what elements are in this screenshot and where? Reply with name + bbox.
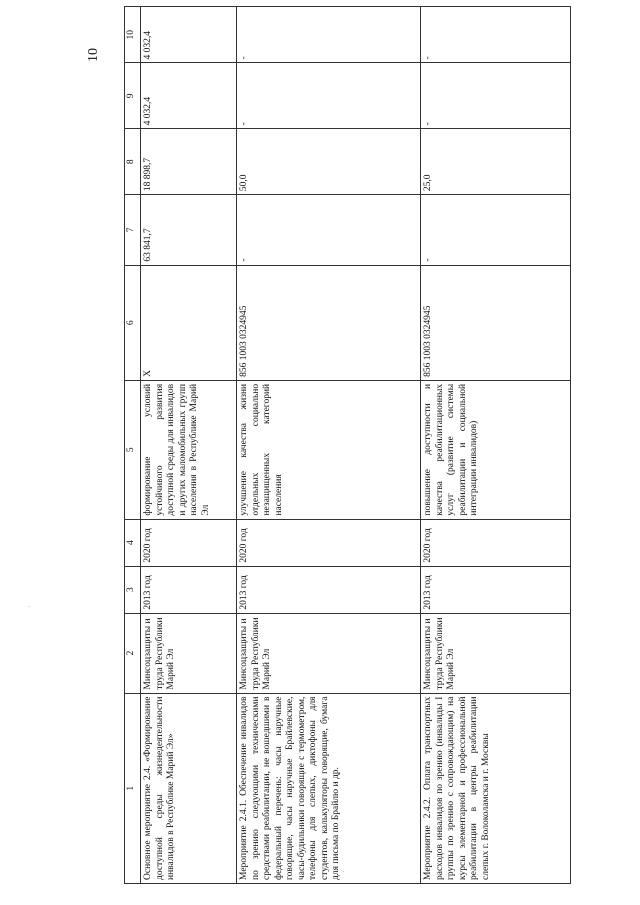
activity-name: Мероприятие 2.4.2. Оплата транспортных расходов инвалидов по зрению (инвалиды I группы по зрению с сопровождающим) на курсы элементарной и профессиональной реабилитации в центры реабилитации слепых г. Волоколамска и г. Москвы: [421, 693, 571, 883]
table-row: [141, 7, 237, 884]
header-cell-6: 6: [125, 265, 141, 380]
executor: Минсоцзащиты и труда Республики Марий Эл: [421, 613, 571, 693]
start-year: 2013 год: [237, 566, 421, 613]
header-cell-5: 5: [125, 380, 141, 519]
budget-code: 856 1003 0324945: [421, 265, 571, 380]
table-row: [421, 7, 571, 884]
header-cell-7: 7: [125, 195, 141, 266]
header-cell-4: 4: [125, 519, 141, 566]
header-cell-2: 2: [125, 613, 141, 693]
expected-result: формирование условий устойчивого развития доступной среды для инвалидов и других маломобильных групп населения в Республике Марий Эл: [141, 380, 237, 519]
value-col-7: 63 841,7: [141, 195, 237, 266]
header-cell-10: 10: [125, 7, 141, 63]
value-col-8: 25,0: [421, 129, 571, 195]
executor: Минсоцзащиты и труда Республики Марий Эл: [141, 613, 237, 693]
value-col-7: -: [421, 195, 571, 266]
activity-name: Мероприятие 2.4.1. Обеспечение инвалидов по зрению следующими техническими средствами реабилитации, не вошедшими в федеральный перечень: часы наручные говорящие, часы наручные Брайлевские, часы-будильники говорящие с термометром, телефоны для слепых, диктофоны для студентов, калькуляторы говорящие, бумага для письма по Брайлю и др.: [237, 693, 421, 883]
end-year: 2020 год: [421, 519, 571, 566]
header-cell-1: 1: [125, 693, 141, 883]
start-year: 2013 год: [141, 566, 237, 613]
header-cell-8: 8: [125, 129, 141, 195]
budget-code: X: [141, 265, 237, 380]
expected-result: улучшение качества жизни отдельных социально незащищенных категорий населения: [237, 380, 421, 519]
page-number: 10: [86, 48, 101, 62]
budget-code: 856 1003 0324945: [237, 265, 421, 380]
table-row: [237, 7, 421, 884]
scan-speck: ·: [28, 603, 31, 611]
end-year: 2020 год: [237, 519, 421, 566]
value-col-9: -: [421, 63, 571, 129]
value-col-8: 18 898,7: [141, 129, 237, 195]
start-year: 2013 год: [421, 566, 571, 613]
rotated-page: [124, 2, 640, 892]
value-col-10: -: [237, 7, 421, 63]
header-row: [125, 7, 141, 884]
end-year: 2020 год: [141, 519, 237, 566]
executor: Минсоцзащиты и труда Республики Марий Эл: [237, 613, 421, 693]
header-cell-9: 9: [125, 63, 141, 129]
activity-name: Основное мероприятие 2.4. «Формирование доступной среды жизнедеятельности инвалидов в Республике Марий Эл»: [141, 693, 237, 883]
value-col-10: -: [421, 7, 571, 63]
value-col-9: -: [237, 63, 421, 129]
program-table: [124, 6, 571, 884]
value-col-7: -: [237, 195, 421, 266]
expected-result: повышение доступности и качества реабилитационных услуг (развитие системы реабилитации и социальной интеграции инвалидов): [421, 380, 571, 519]
scan-speck: ·: [342, 868, 345, 876]
value-col-10: 4 032,4: [141, 7, 237, 63]
value-col-8: 50,0: [237, 129, 421, 195]
value-col-9: 4 032,4: [141, 63, 237, 129]
header-cell-3: 3: [125, 566, 141, 613]
